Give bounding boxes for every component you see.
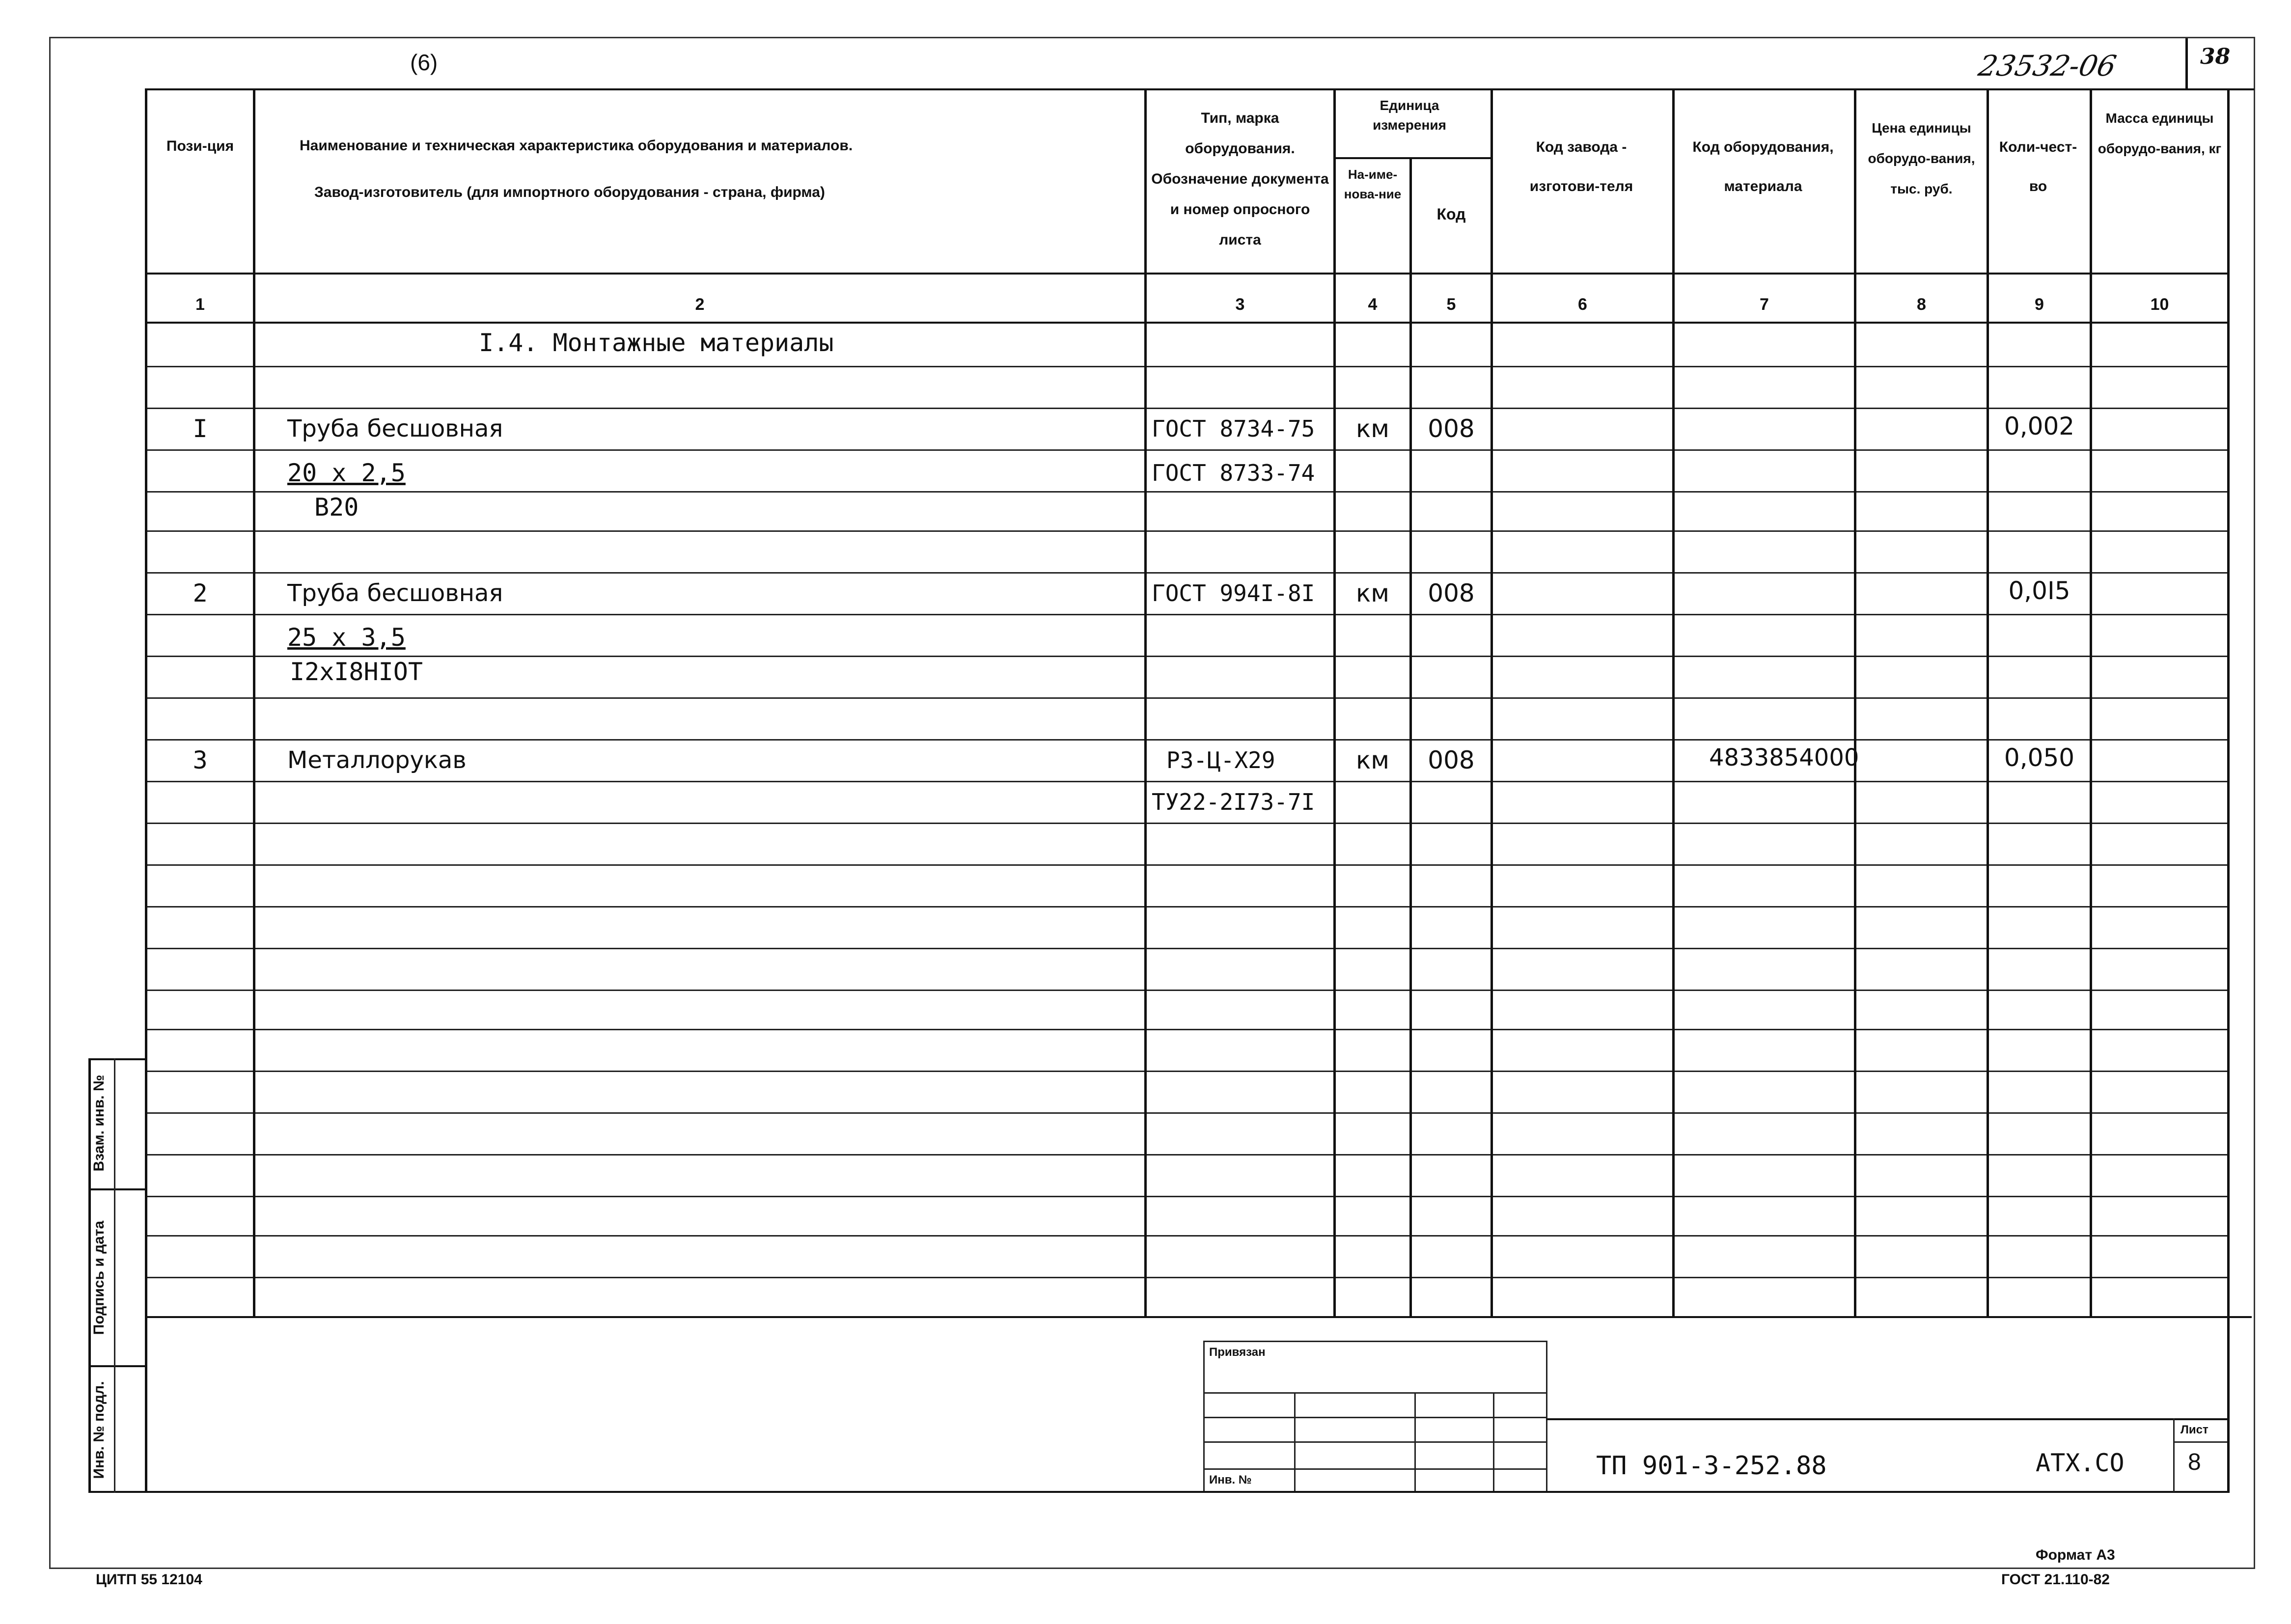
- sheet-label: Лист: [2181, 1423, 2208, 1436]
- col-mass-header: Масса единицы оборудо-вания, кг: [2098, 110, 2222, 156]
- col-quantity-header: Коли-чест-во: [1999, 139, 2077, 194]
- col-position-header: Пози-ция: [166, 138, 234, 154]
- sheet-number: 8: [2188, 1449, 2201, 1475]
- col-name-header-line1: Наименование и техническая характеристика оборудования и материалов.: [300, 138, 853, 154]
- gost-footer: ГОСТ 21.110-82: [2001, 1571, 2110, 1588]
- col-equipment-code-header: Код оборудования, материала: [1692, 139, 1834, 194]
- side-stamp-vzam: Взам. инв. №: [91, 1074, 107, 1172]
- col-price-header: Цена единицы оборудо-вания, тыс. руб.: [1868, 120, 1975, 196]
- col-unit-group-header: Единица измерения: [1373, 98, 1446, 133]
- table-top-line: [145, 88, 2252, 90]
- corner-box-left: [2185, 38, 2188, 90]
- doc-code: АТХ.СО: [2036, 1449, 2125, 1477]
- table-bottom-line: [145, 1316, 2252, 1318]
- header-bottom-line: [145, 273, 2230, 275]
- corner-page-number: 38: [2200, 44, 2231, 69]
- bound-label: Привязан: [1209, 1346, 1266, 1359]
- format-label: Формат А3: [2036, 1547, 2115, 1563]
- handwritten-number: 23532-06: [1975, 49, 2120, 83]
- col-name-header-line2: Завод-изготовитель (для импортного оборудования - страна, фирма): [314, 184, 825, 200]
- units-sub-line: [1333, 157, 1491, 159]
- colnum-bottom-line: [145, 322, 2230, 324]
- col-factory-code-header: Код завода - изготови-теля: [1529, 139, 1633, 194]
- side-stamp-podpis: Подпись и дата: [91, 1220, 107, 1335]
- section-title: I.4. Монтажные материалы: [479, 329, 834, 357]
- org-code: ЦИТП 55 12104: [96, 1571, 202, 1588]
- col-unit-name-header: На-име-нова-ние: [1344, 167, 1402, 201]
- designation: ТП 901-3-252.88: [1596, 1451, 1827, 1481]
- inv-label: Инв. №: [1209, 1473, 1252, 1486]
- side-stamp-inv-podl: Инв. № подл.: [91, 1381, 107, 1479]
- col-unit-code-header: Код: [1436, 205, 1466, 223]
- section-number: (6): [410, 50, 438, 75]
- col-type-header: Тип, марка оборудования. Обозначение документа и номер опросного листа: [1151, 110, 1329, 248]
